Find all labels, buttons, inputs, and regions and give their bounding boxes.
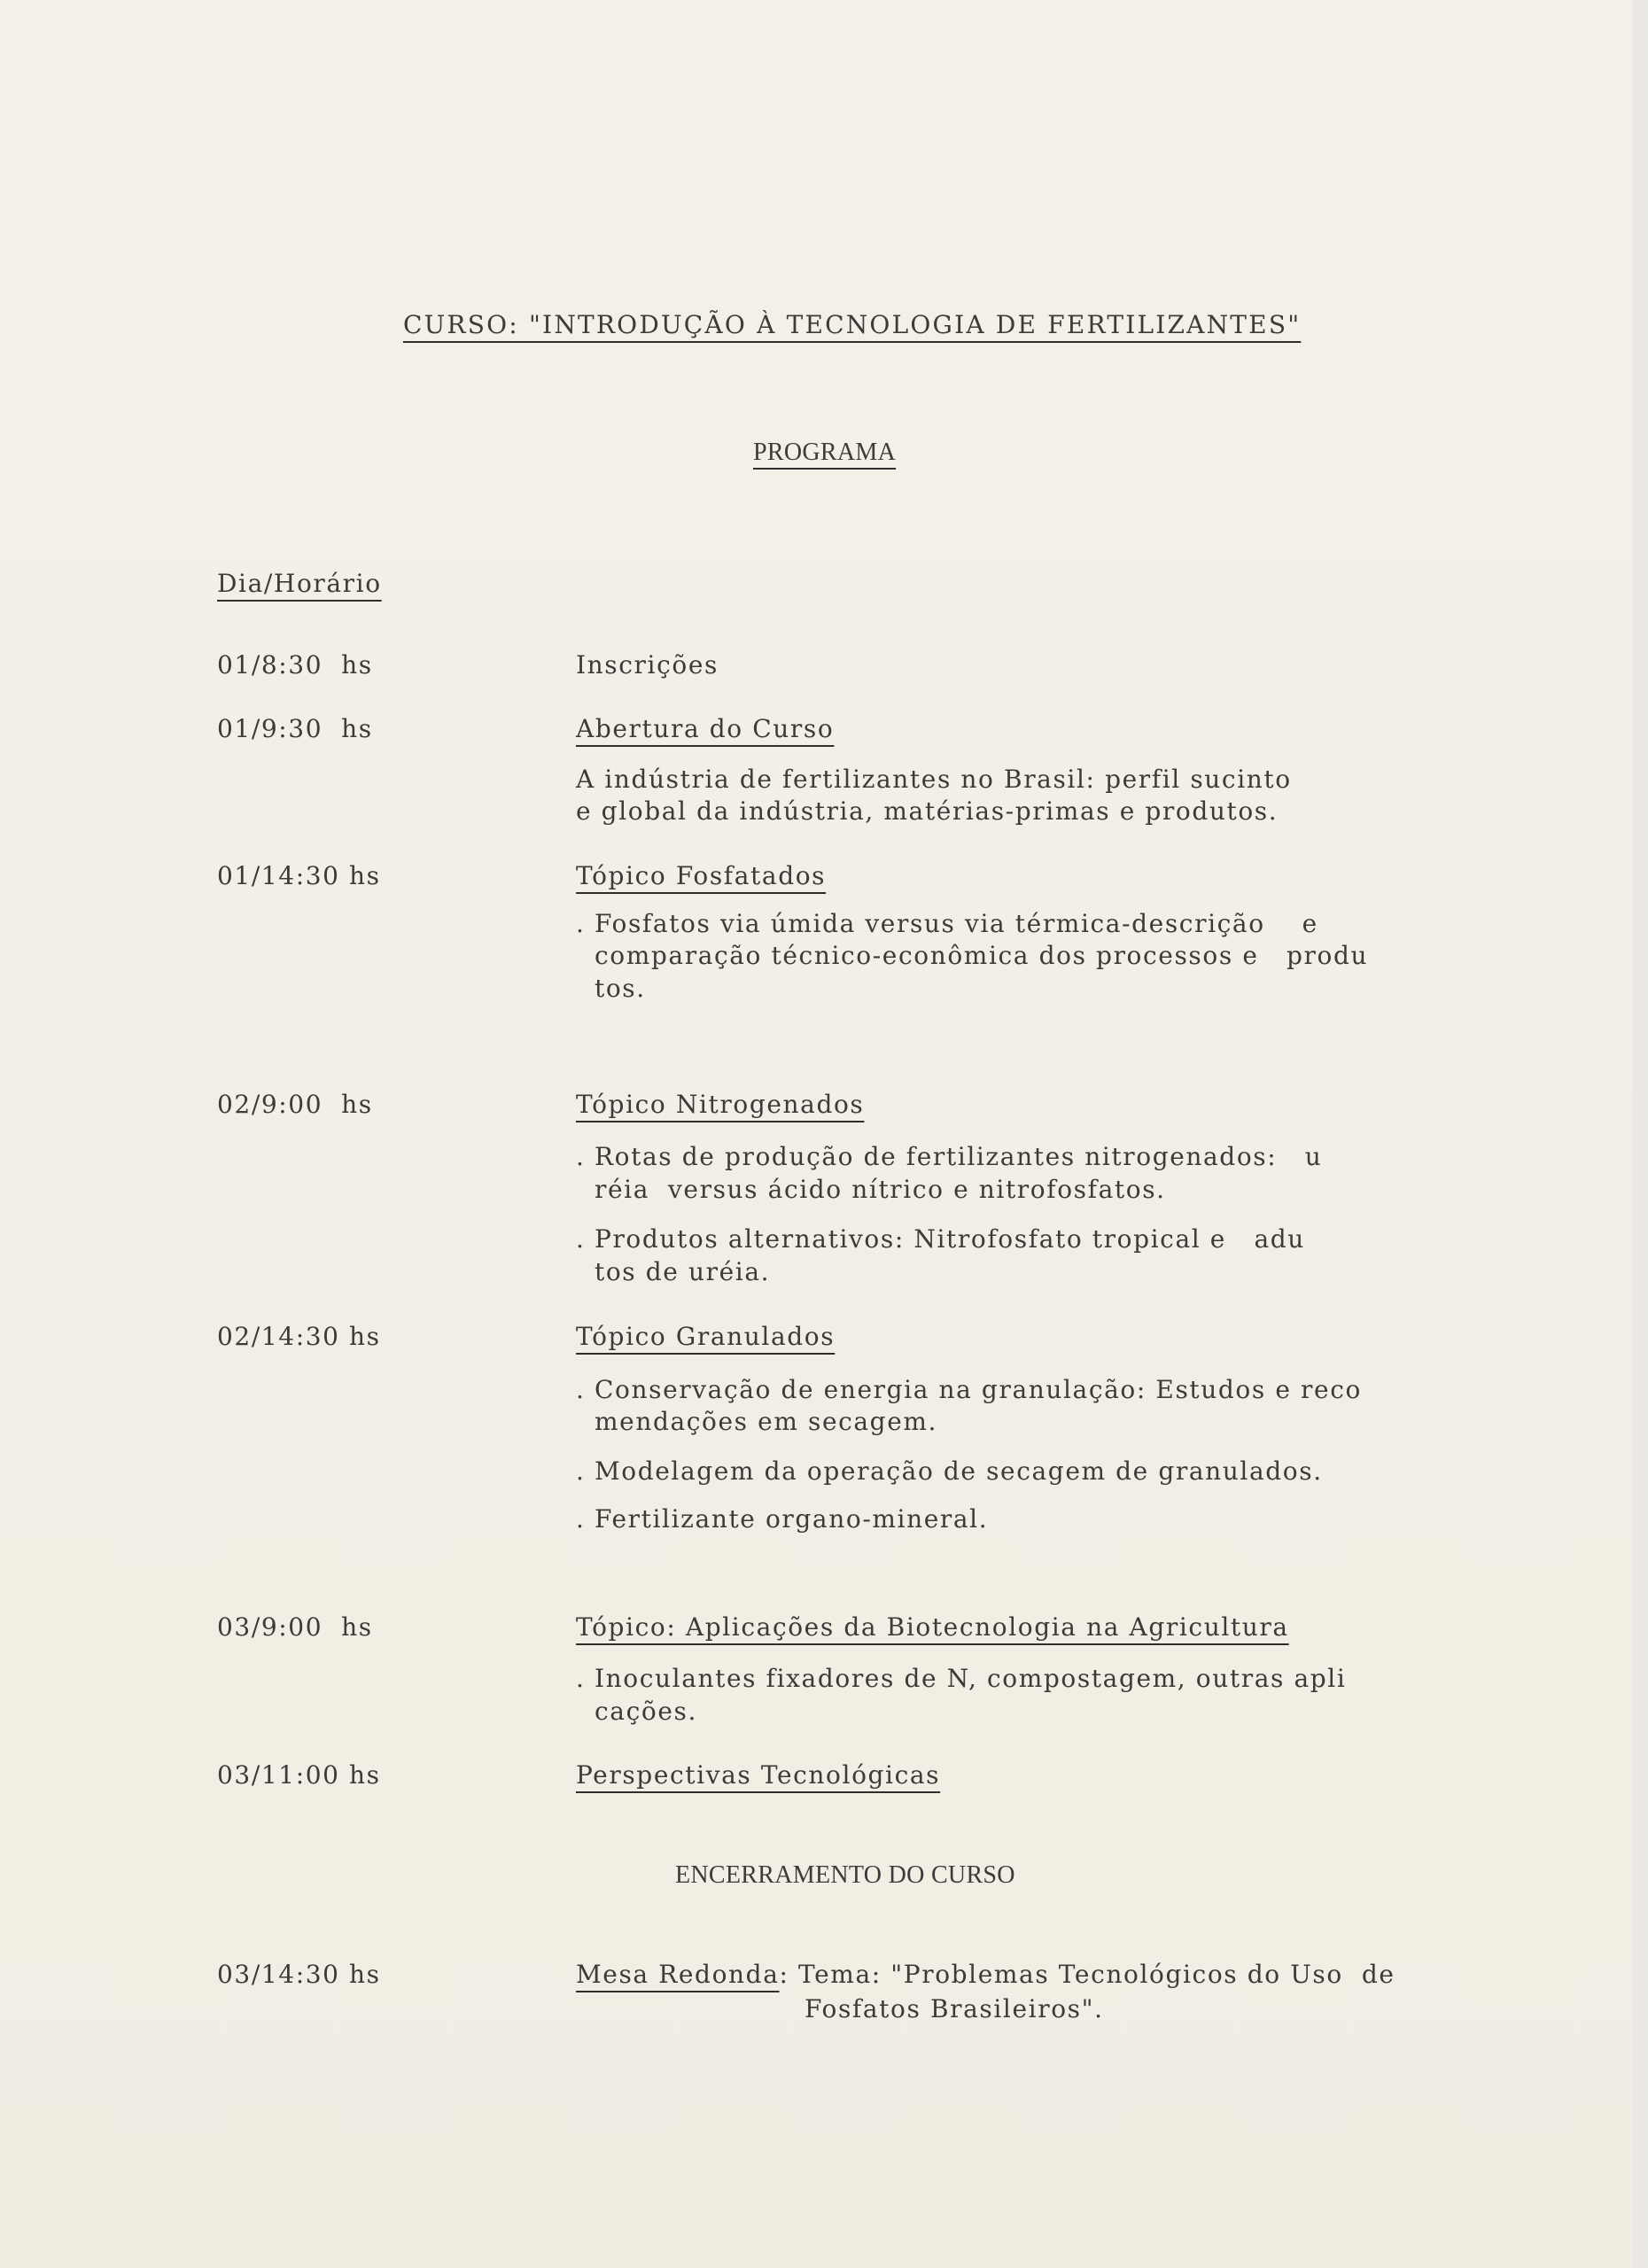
session-title: Tópico Nitrogenados: [576, 1090, 865, 1119]
session-time: 01/14:30 hs: [217, 861, 381, 890]
session-line: tos.: [576, 974, 646, 1003]
session-line: Fosfatos Brasileiros".: [805, 1994, 1104, 2023]
session-title: Mesa Redonda: [576, 1960, 780, 1989]
session-line: e global da indústria, matérias-primas e produtos.: [576, 796, 1279, 826]
session-line: comparação técnico-econômica dos processos e produ: [576, 941, 1369, 970]
schedule-header: Dia/Horário: [217, 569, 382, 598]
session-title: Abertura do Curso: [576, 714, 835, 743]
session-time: 03/14:30 hs: [217, 1960, 381, 1989]
session-line: . Produtos alternativos: Nitrofosfato tropical e adu: [576, 1224, 1305, 1254]
session-time: 03/11:00 hs: [217, 1760, 381, 1790]
course-title: CURSO: "INTRODUÇÃO À TECNOLOGIA DE FERTILIZANTES": [403, 310, 1302, 339]
program-heading: PROGRAMA: [753, 439, 897, 466]
closing-heading: ENCERRAMENTO DO CURSO: [675, 1861, 1015, 1889]
session-line: mendações em secagem.: [576, 1407, 938, 1436]
session-line: . Fertilizante organo-mineral.: [576, 1504, 989, 1534]
session-line: . Modelagem da operação de secagem de granulados.: [576, 1456, 1323, 1486]
session-line: réia versus ácido nítrico e nitrofosfatos.: [576, 1175, 1166, 1204]
session-title: Tópico: Aplicações da Biotecnologia na Agricultura: [576, 1612, 1289, 1642]
session-line: . Conservação de energia na granulação: Estudos e reco: [576, 1375, 1362, 1404]
session-time: 01/9:30 hs: [217, 714, 373, 743]
session-line: A indústria de fertilizantes no Brasil: perfil sucinto: [576, 765, 1292, 794]
session-line: cações.: [576, 1697, 697, 1726]
session-time: 02/9:00 hs: [217, 1090, 373, 1119]
session-time: 03/9:00 hs: [217, 1612, 373, 1642]
session-line: tos de uréia.: [576, 1257, 771, 1286]
session-title-line: [576, 1958, 1395, 1992]
session-title: Perspectivas Tecnológicas: [576, 1760, 941, 1790]
session-line: : Tema: "Problemas Tecnológicos do Uso de: [779, 1960, 1395, 1989]
session-line: . Fosfatos via úmida versus via térmica-descrição e: [576, 909, 1318, 938]
session-title: Inscrições: [576, 650, 719, 680]
session-line: . Rotas de produção de fertilizantes nitrogenados: u: [576, 1142, 1323, 1171]
session-time: 01/8:30 hs: [217, 650, 373, 680]
session-time: 02/14:30 hs: [217, 1322, 381, 1351]
session-title: Tópico Granulados: [576, 1322, 836, 1351]
session-line: . Inoculantes fixadores de N, compostagem, outras apli: [576, 1664, 1347, 1693]
session-title: Tópico Fosfatados: [576, 861, 827, 890]
